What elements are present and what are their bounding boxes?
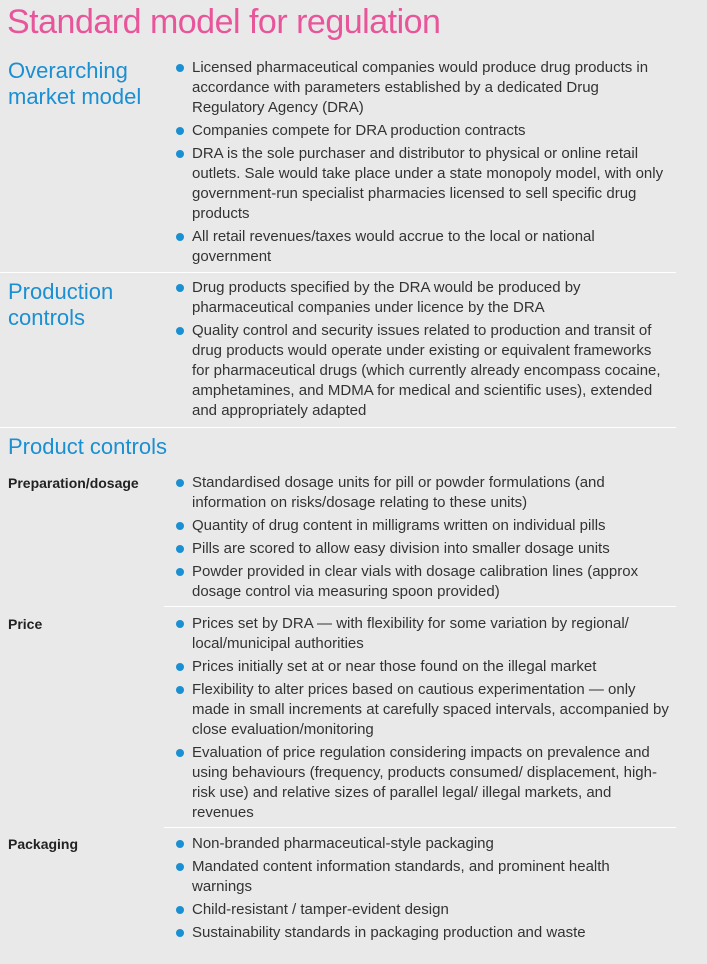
section-heading-product-controls: Product controls <box>8 434 167 459</box>
dosage-list <box>176 473 671 605</box>
bullet-icon <box>176 233 184 241</box>
list-item: Non-branded pharmaceutical-style packaging <box>176 834 671 854</box>
bullet-icon <box>176 749 184 757</box>
list-item: Sustainability standards in packaging production and waste <box>176 923 671 943</box>
list-item: Companies compete for DRA production contracts <box>176 121 671 141</box>
list-item: Flexibility to alter prices based on cautious experimentation — only made in small increments at carefully spaced intervals, accompanied by close evaluation/monitoring <box>176 680 671 740</box>
list-item: DRA is the sole purchaser and distributor to physical or online retail outlets. Sale would take place under a state monopoly model, with only government-run specialist pharmacies licensed to sell specific drug products <box>176 144 671 224</box>
list-item: Evaluation of price regulation considering impacts on prevalence and using behaviours (frequency, products consumed/ displacement, high-risk use) and relative sizes of parallel legal/ illegal markets, and revenues <box>176 743 671 823</box>
production-controls-list <box>176 278 671 424</box>
bullet-icon <box>176 150 184 158</box>
heading-line: Production <box>8 279 114 304</box>
subsection-label-dosage: Preparation/dosage <box>8 475 139 491</box>
bullet-icon <box>176 863 184 871</box>
bullet-icon <box>176 479 184 487</box>
list-item: Quantity of drug content in milligrams written on individual pills <box>176 516 671 536</box>
bullet-icon <box>176 686 184 694</box>
page-title: Standard model for regulation <box>7 3 441 41</box>
bullet-icon <box>176 284 184 292</box>
bullet-icon <box>176 663 184 671</box>
subsection-label-price: Price <box>8 616 43 632</box>
bullet-icon <box>176 522 184 530</box>
bullet-icon <box>176 568 184 576</box>
section-heading-production-controls <box>8 279 113 331</box>
list-item: Prices initially set at or near those found on the illegal market <box>176 657 671 677</box>
price-list <box>176 614 671 826</box>
subsection-divider <box>164 827 676 828</box>
list-item: Mandated content information standards, and prominent health warnings <box>176 857 671 897</box>
bullet-icon <box>176 127 184 135</box>
list-item: Quality control and security issues related to production and transit of drug products would operate under existing or equivalent frameworks for pharmaceutical drugs (which currently already encompass cocaine, amphetamines, and MDMA for medical and scientific uses), extended and appropriately adapted <box>176 321 671 421</box>
bullet-icon <box>176 327 184 335</box>
heading-line: market model <box>8 84 142 109</box>
section-divider <box>0 427 676 428</box>
list-item: Child-resistant / tamper-evident design <box>176 900 671 920</box>
heading-line: Overarching <box>8 58 128 83</box>
bullet-icon <box>176 840 184 848</box>
section-divider <box>0 272 676 273</box>
bullet-icon <box>176 620 184 628</box>
list-item: Standardised dosage units for pill or powder formulations (and information on risks/dosage relating to these units) <box>176 473 671 513</box>
list-item: Pills are scored to allow easy division into smaller dosage units <box>176 539 671 559</box>
bullet-icon <box>176 929 184 937</box>
list-item: All retail revenues/taxes would accrue to the local or national government <box>176 227 671 267</box>
heading-line: controls <box>8 305 86 330</box>
subsection-divider <box>164 606 676 607</box>
list-item: Drug products specified by the DRA would be produced by pharmaceutical companies under licence by the DRA <box>176 278 671 318</box>
market-model-list <box>176 58 671 270</box>
bullet-icon <box>176 545 184 553</box>
bullet-icon <box>176 906 184 914</box>
section-heading-market-model <box>8 58 141 110</box>
list-item: Licensed pharmaceutical companies would produce drug products in accordance with parameters established by a dedicated Drug Regulatory Agency (DRA) <box>176 58 671 118</box>
subsection-label-packaging: Packaging <box>8 836 79 852</box>
list-item: Prices set by DRA — with flexibility for some variation by regional/ local/municipal authorities <box>176 614 671 654</box>
list-item: Powder provided in clear vials with dosage calibration lines (approx dosage control via measuring spoon provided) <box>176 562 671 602</box>
bullet-icon <box>176 64 184 72</box>
packaging-list <box>176 834 671 946</box>
